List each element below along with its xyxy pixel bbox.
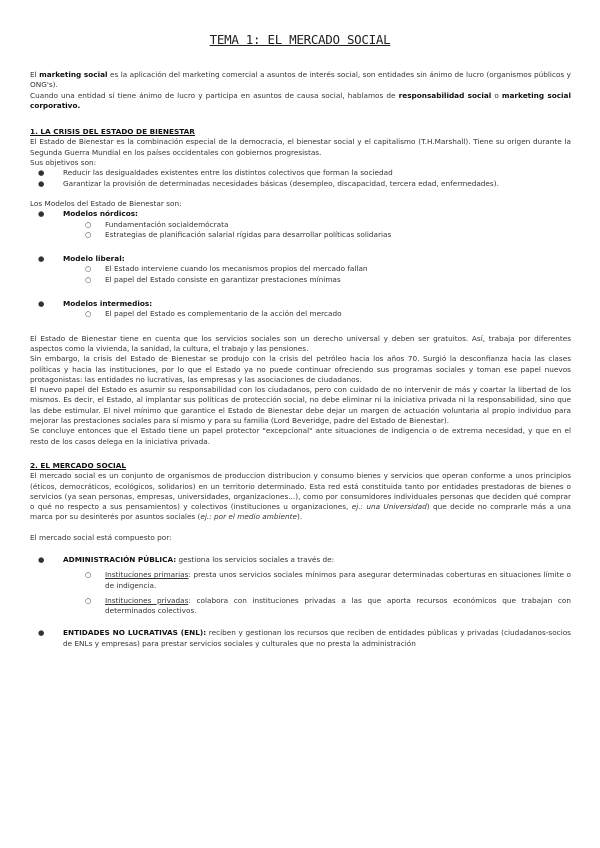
circle-bullet-icon: ○ [85,274,92,284]
composed-label: El mercado social está compuesto por: [30,532,172,542]
text: Fundamentación socialdemócrata [105,219,229,229]
circle-bullet-icon: ○ [85,229,92,239]
bullet-icon: ● [38,299,45,309]
list-item [30,179,571,189]
text: El Estado interviene cuando los mecanismos propios del mercado fallan [105,264,368,274]
bullet-icon: ● [38,168,45,178]
circle-bullet-icon: ○ [85,264,92,274]
section-1-paragraph: El Estado de Bienestar tiene en cuenta que los servicios sociales son un derecho universal y deben ser gratuitos. Así, trabaja por diferentes aspectos como la vivienda, la sanidad, la cultura, el trabajo y las pensiones. [30,333,571,353]
text: Estrategias de planificación salarial rígidas para desarrollar políticas solidarias [105,229,392,239]
section-1-heading: 1. LA CRISIS DEL ESTADO DE BIENESTAR [30,127,195,137]
term-marketing-social-corporativo: marketing social corporativo. [30,90,571,110]
sub-item [30,309,571,319]
bullet-icon: ● [38,254,45,264]
document-body [30,70,571,649]
models-list [30,209,571,240]
list-item [30,168,571,178]
model-item [30,299,571,309]
component-name: ENTIDADES NO LUCRATIVAS (ENL): [63,628,207,638]
model-name: Modelos intermedios: [63,299,153,309]
sub-item [30,230,571,240]
text: El [30,70,40,79]
model-item [30,209,571,219]
text: Garantizar la provisión de determinadas necesidades básicas (desempleo, discapacidad, tercera edad, enfermedades). [63,178,499,188]
sub-item [30,275,571,285]
circle-bullet-icon: ○ [85,570,92,580]
section-1-paragraph: El nuevo papel del Estado es asumir su responsabilidad con los ciudadanos, pero con cuidado de no intervenir de más y coartar la libertad de los mismos. Es decir, el Estado, al implantar sus políticas de protección social, no debe eliminar ni la iniciativa privada ni la responsabilidad, sino que las debe estimular. El nivel mínimo que garantice el Estado de Bienestar debe dejar un margen de actuación voluntaria al propio individuo para mejorar las prestaciones sociales para sí mismo y para su familia (Lord Beveridge, padre del Estado de Bienestar). [30,385,571,426]
section-2-paragraph [30,471,571,522]
models-list [30,299,571,320]
bullet-icon: ● [38,178,45,188]
section-1-paragraph: Sin embargo, la crisis del Estado de Bienestar se produjo con la crisis del petróleo hacia los años 70. Surgió la desconfianza hacia las clases políticas y hacia las instituciones, por lo que el Estado ya no puede continuar ofreciendo sus programas sociales y toman ese papel nuevos protagonistas: las entidades no lucrativas, las empresas y las asociaciones de ciudadanos. [30,354,571,384]
underlined-term: Instituciones primarias [105,570,189,580]
list-item [30,628,571,649]
models-list [30,254,571,285]
section-1-paragraph: El Estado de Bienestar es la combinación especial de la democracia, el bienestar social y el capitalismo (T.H.Marshall). Tiene su origen durante la Segunda Guerra Mundial en los países occidentales con gobiernos progresistas. [30,137,571,157]
sub-item [30,570,571,591]
page-title: TEMA 1: EL MERCADO SOCIAL [209,32,391,47]
model-item [30,254,571,264]
example-text: ej.: una Universidad [351,502,427,512]
text: gestiona los servicios sociales a través de: [176,554,335,564]
text: reciben y gestionan los recursos que reciben de entidades públicas y privadas (ciudadanos-socios de ENLs y empresas) para prestar servicios sociales y culturales que no presta la administración [63,628,571,648]
sub-item [30,264,571,274]
underlined-term: Instituciones privadas [105,595,189,605]
text: ) que decide no comprarle más a una marca por su desinterés por asuntos sociales ( [30,502,571,522]
text: Reducir las desigualdades existentes entre los distintos colectivos que forman la sociedad [63,168,393,178]
circle-bullet-icon: ○ [85,309,92,319]
text: o [491,90,502,100]
model-name: Modelos nórdicos: [63,209,138,219]
intro-paragraph-2 [30,91,571,112]
circle-bullet-icon: ○ [85,219,92,229]
term-marketing-social: marketing social [39,70,108,79]
term-responsabilidad-social: responsabilidad social [398,90,492,100]
text: El papel del Estado consiste en garantizar prestaciones mínimas [105,274,341,284]
section-1-paragraph: Se concluye entonces que el Estado tiene un papel protector "excepcional" ante situaciones de indigencia o de extrema necesidad, y que en el resto de los casos delega en la iniciativa privada. [30,426,571,446]
example-text: ej.: por el medio ambiente [200,512,298,522]
circle-bullet-icon: ○ [85,595,92,605]
component-name: ADMINISTRACIÓN PÚBLICA: [63,554,177,564]
bullet-icon: ● [38,554,45,564]
sub-item [30,596,571,617]
text: : presta unos servicios sociales mínimos para asegurar determinadas coberturas en situaciones límite o de indigencia. [105,570,571,590]
text: El mercado social es un conjunto de organismos de produccion distribucion y consumo bienes y servicios que operan conforme a unos principios (éticos, democráticos, ecológicos, solidarios) en un territorio determinado. Esta red está constituida tanto por entidades prestadoras de bienes o servicios (ya sean personas, empresas, universidades, organizaciones...), como por consumidores individuales personas que deciden qué comprar o qué no respecto a sus pensamientos) y colectivos (instituciones u organizaciones, [30,471,571,512]
market-components-list [30,555,571,649]
text: : colabora con instituciones privadas a las que aporta recursos económicos que trabajan con determinados colectivos. [105,595,571,616]
bullet-icon: ● [38,628,45,638]
text: Cuando una entidad sí tiene ánimo de lucro y participa en asuntos de causa social, hablamos de [30,90,399,100]
text: ). [297,512,303,522]
objectives-label: Sus objetivos son: [30,158,97,168]
intro-paragraph-1 [30,70,571,91]
text: es la aplicación del marketing comercial a asuntos de interés social, son entidades sin ánimo de lucro (organismos públicos y ONG's). [30,70,571,90]
bullet-icon: ● [38,209,45,219]
models-label: Los Modelos del Estado de Bienestar son: [30,198,182,208]
section-2-heading: 2. EL MERCADO SOCIAL [30,460,127,470]
model-name: Modelo liberal: [63,254,125,264]
list-item [30,555,571,565]
objectives-list [30,168,571,189]
text: El papel del Estado es complementario de la acción del mercado [105,309,342,319]
sub-item [30,220,571,230]
